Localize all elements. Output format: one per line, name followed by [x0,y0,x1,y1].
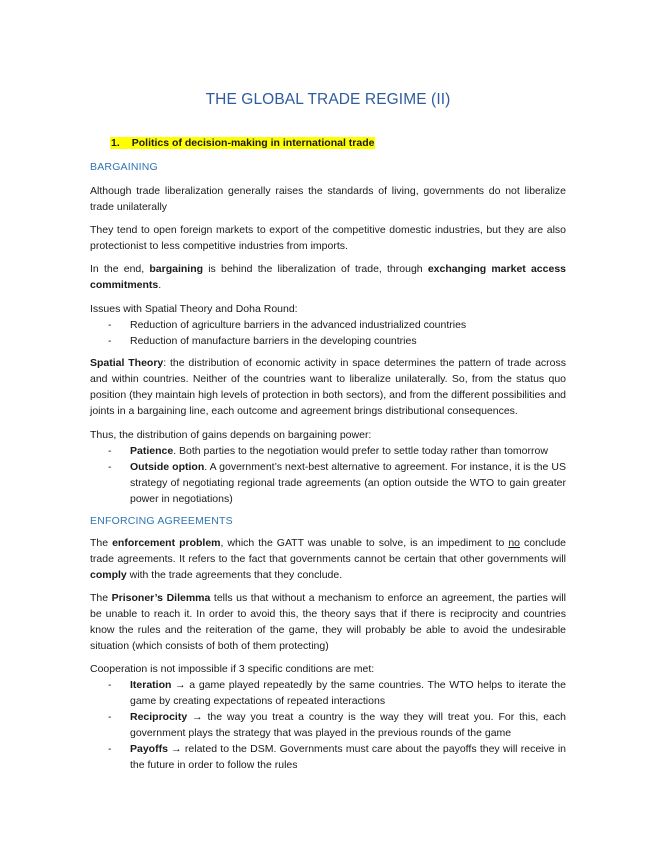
list-item: - Outside option. A government’s next-best alternative to agreement. For instance, it is the US strategy of negotiating regional trade agreements (an option outside the WTO to gain greater power in negotiations) [108,461,566,505]
list-item: - Iteration → a game played repeatedly by the same countries. The WTO helps to iterate the game by creating expectations of repeated interactions [108,679,566,707]
page-title: THE GLOBAL TRADE REGIME (II) [205,91,451,108]
bold-term: Prisoner’s Dilemma [111,592,211,604]
section-heading [110,137,375,149]
bold-term: Spatial Theory [90,357,164,369]
list-item: - Payoffs → related to the DSM. Governments must care about the payoffs they will receive in the future in order to follow the rules [108,743,566,771]
paragraph: The enforcement problem, which the GATT was unable to solve, is an impediment to no conclude trade agreements. It refers to the fact that governments cannot be certain that other governments will comply with the trade agreements that they conclude. [90,537,567,581]
list-intro: Issues with Spatial Theory and Doha Round: [90,303,298,315]
list-intro: Cooperation is not impossible if 3 specific conditions are met: [90,663,375,675]
bold-term: comply [90,569,127,581]
paragraph: Spatial Theory: the distribution of economic activity in space determines the pattern of trade across and within countries. Neither of the countries want to liberalize unilaterally. So, from the status quo position (they maintain high levels of protection in both sectors), and from the different possibilities and joints in a bargaining line, each outcome and agreement brings distributional consequences. [90,357,566,417]
paragraph: They tend to open foreign markets to export of the competitive domestic industries, but they are also protectionist to less competitive industries from imports. [90,224,566,252]
list-item: - Reciprocity → the way you treat a country is the way they will treat you. For this, each government plays the strategy that was played in the previous rounds of the game [108,711,566,739]
bold-term: enforcement problem [112,537,221,549]
list-item: - Reduction of agriculture barriers in the advanced industrialized countries [108,319,467,331]
section-number: 1. [111,137,120,149]
paragraph: Although trade liberalization generally raises the standards of living, governments do not liberalize trade unilaterally [90,185,566,213]
bullet-list [108,677,566,773]
bold-term: bargaining [149,263,204,275]
bullet-list [108,317,566,349]
subheading-bargaining: BARGAINING [90,161,158,173]
list-item: - Patience. Both parties to the negotiation would prefer to settle today rather than tomorrow [108,445,548,457]
list-item: - Reduction of manufacture barriers in the developing countries [108,335,417,347]
underlined-word: no [508,537,520,549]
bullet-list [108,443,566,507]
section-title: Politics of decision-making in international trade [131,137,375,149]
paragraph: In the end, bargaining is behind the liberalization of trade, through exchanging market access commitments. [90,263,567,291]
subheading-enforcing: ENFORCING AGREEMENTS [90,515,233,527]
bold-term: exchanging market access commitments [90,263,567,291]
paragraph: The Prisoner’s Dilemma tells us that without a mechanism to enforce an agreement, the parties will be unable to reach it. In order to avoid this, the theory says that if there is reciprocity and countries know the rules and the reiteration of the game, they will probably be able to avoid the undesirable situation (which consists of both of them protecting) [90,592,567,652]
list-intro: Thus, the distribution of gains depends on bargaining power: [90,429,372,441]
